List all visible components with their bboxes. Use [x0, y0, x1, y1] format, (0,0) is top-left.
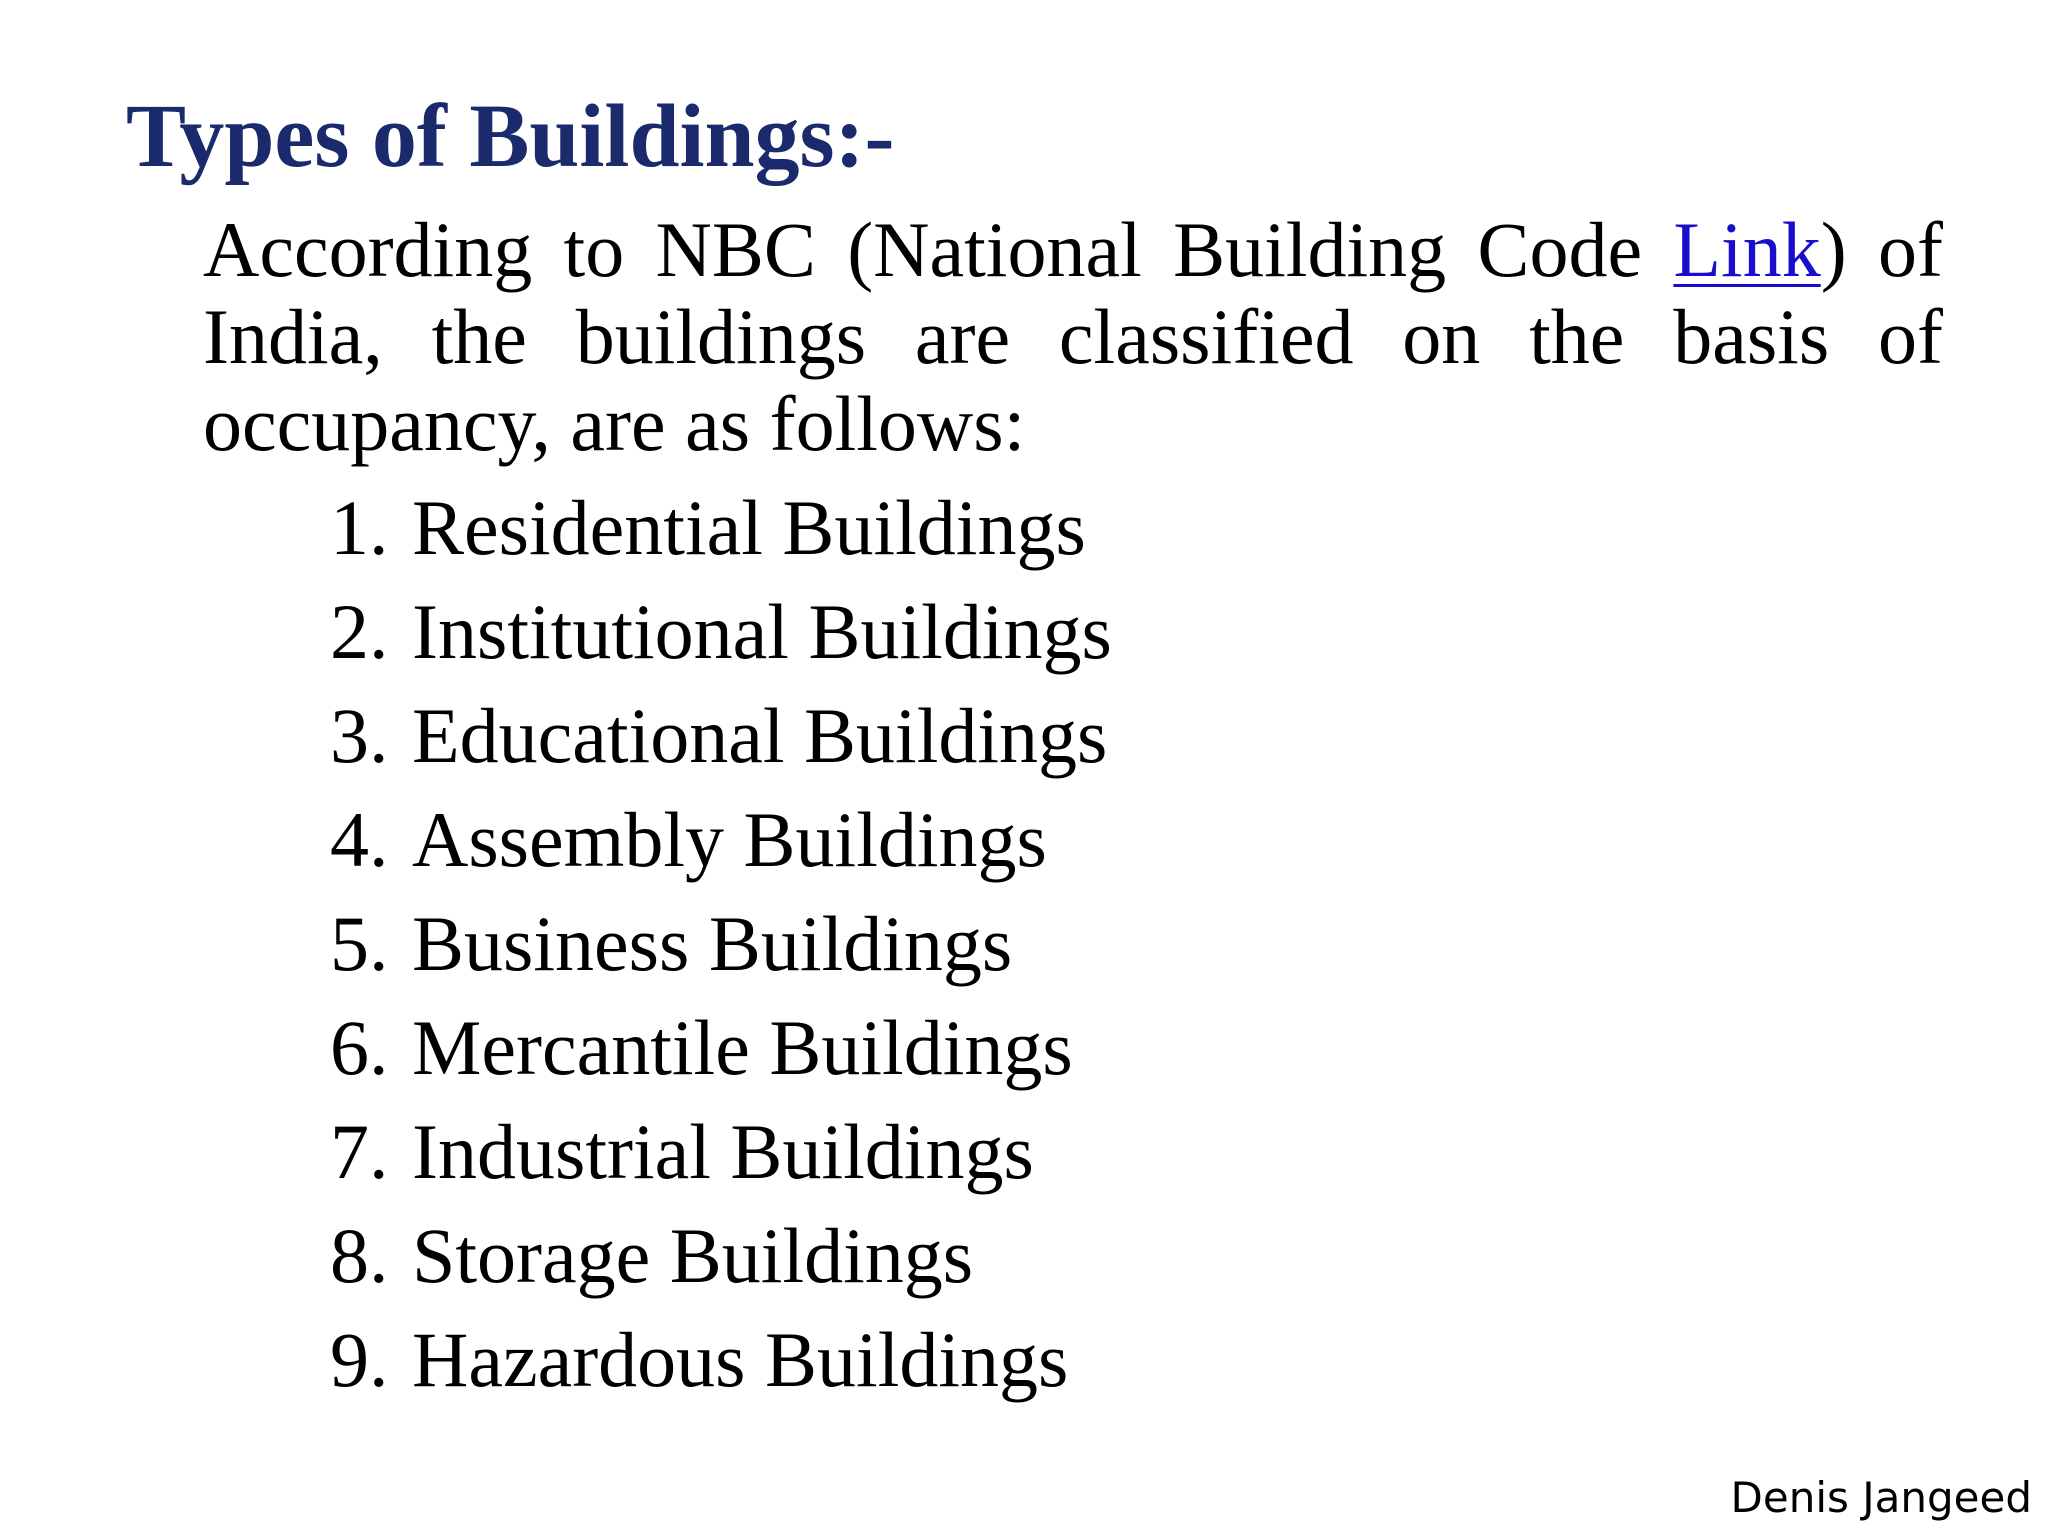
list-number: 9. [330, 1316, 389, 1403]
list-item [330, 1100, 1112, 1204]
list-number: 6. [330, 1004, 389, 1091]
list-label: Assembly Buildings [412, 796, 1047, 883]
list-number: 2. [330, 588, 389, 675]
list-item [330, 684, 1112, 788]
list-number: 1. [330, 484, 389, 571]
author-credit: Denis Jangeed [1730, 1473, 2032, 1522]
list-number: 4. [330, 796, 389, 883]
list-number: 7. [330, 1108, 389, 1195]
building-types-list [330, 476, 1112, 1412]
list-label: Residential Buildings [412, 484, 1086, 571]
list-item [330, 476, 1112, 580]
slide-title: Types of Buildings:- [126, 87, 895, 186]
list-item [330, 1308, 1112, 1412]
list-item [330, 892, 1112, 996]
intro-text-start: According to NBC (National Building Code [203, 206, 1674, 293]
list-item [330, 996, 1112, 1100]
list-item [330, 580, 1112, 684]
list-label: Storage Buildings [412, 1212, 974, 1299]
list-label: Hazardous Buildings [412, 1316, 1069, 1403]
nbc-link[interactable]: Link [1673, 206, 1821, 293]
list-label: Industrial Buildings [412, 1108, 1034, 1195]
list-item [330, 788, 1112, 892]
intro-text-end: ) of India, the buildings are classified on the basis of occupancy, are as follows: [203, 206, 1943, 467]
list-item [330, 1204, 1112, 1308]
list-label: Mercantile Buildings [412, 1004, 1073, 1091]
list-number: 5. [330, 900, 389, 987]
list-label: Educational Buildings [412, 692, 1108, 779]
intro-paragraph [203, 206, 1943, 467]
list-label: Business Buildings [412, 900, 1013, 987]
list-number: 3. [330, 692, 389, 779]
list-number: 8. [330, 1212, 389, 1299]
list-label: Institutional Buildings [412, 588, 1112, 675]
